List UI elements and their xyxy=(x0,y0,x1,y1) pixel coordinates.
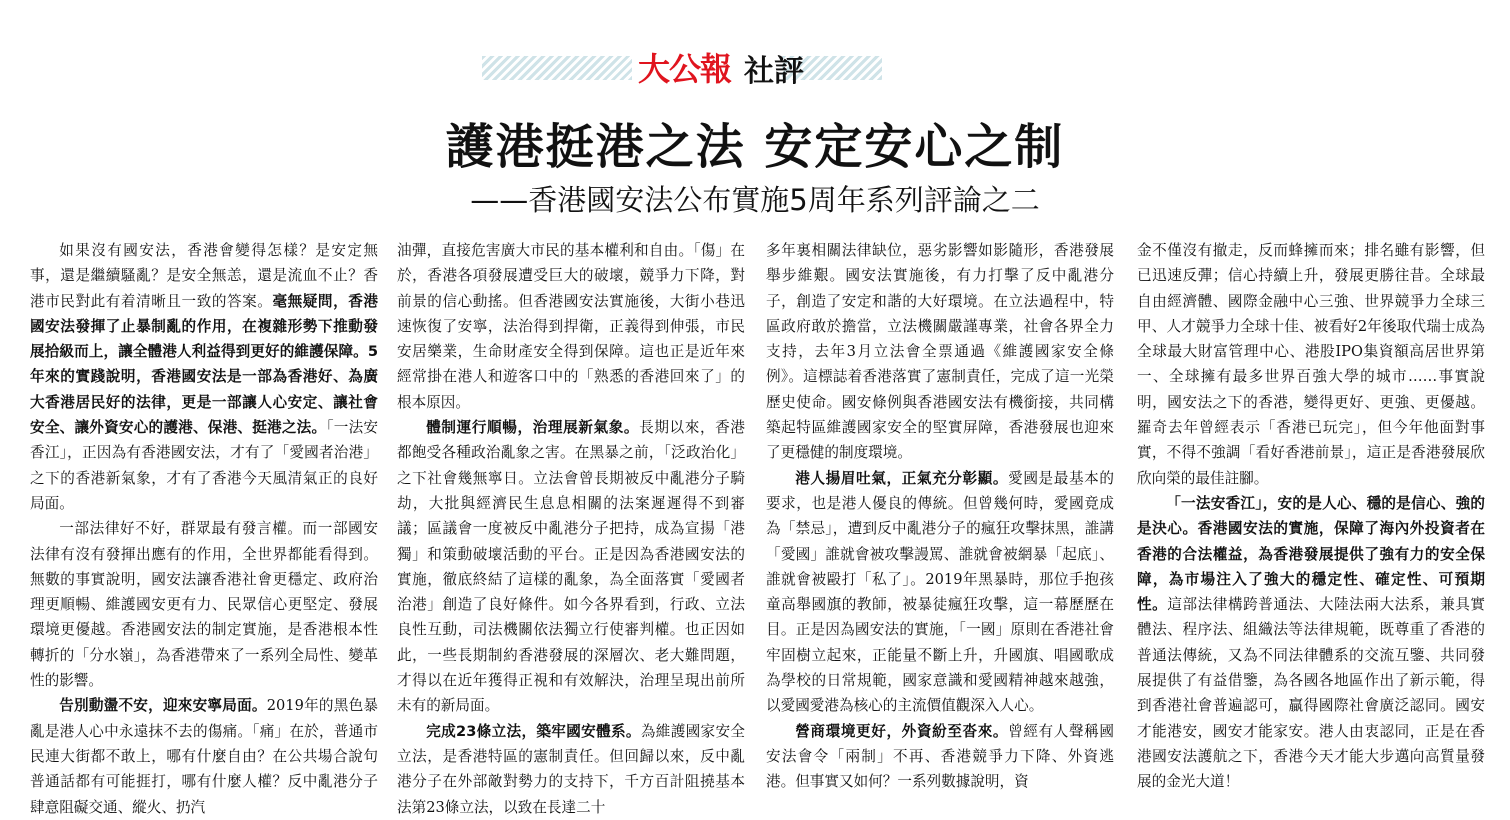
paragraph-text: 一部法律好不好，群眾最有發言權。而一部國安法律有沒有發揮出應有的作用，全世界都能看得到。無數的事實說明，國安法讓香港社會更穩定、政府治理更順暢、維護國安更有力、民眾信心更堅定、發展環境更優越。香港國安法的制定實施，是香港根本性轉折的「分水嶺」，為香港帶來了一系列全局性、變革性的影響。 xyxy=(30,520,378,690)
paragraph-lead-bold: 營商環境更好，外資紛至沓來。 xyxy=(795,722,1009,740)
section-label: 社評 xyxy=(744,54,804,89)
headline: 護港挺港之法 安定安心之制 xyxy=(445,119,1065,175)
paragraph xyxy=(30,693,378,819)
paragraph-text: 多年裏相關法律缺位，惡劣影響如影隨形，香港發展舉步維艱。國安法實施後，有力打擊了反中亂港分子，創造了安定和諧的大好環境。在立法過程中，特區政府敢於擔當，立法機關嚴謹專業，社會各界全力支持，去年3月立法會全票通過《維護國家安全條例》。這標誌着香港落實了憲制責任，完成了這一光榮歷史使命。國安條例與香港國安法有機銜接，共同構築起特區維護國家安全的堅實屏障，香港發展也迎來了更穩健的制度環境。 xyxy=(766,242,1114,462)
paragraph-text: 為維護國家安全立法，是香港特區的憲制責任。但回歸以來，反中亂港分子在外部敵對勢力的支持下，千方百計阻撓基本法第23條立法，以致在長達二十 xyxy=(397,722,745,816)
paragraph-text: 金不僅沒有撤走，反而蜂擁而來；排名雖有影響，但已迅速反彈；信心持續上升，發展更勝往昔。全球最自由經濟體、國際金融中心三強、世界競爭力全球三甲、人才競爭力全球十佳、被看好2年後取代瑞士成為全球最大財富管理中心、港股IPO集資額高居世界第一、全球擁有最多世界百強大學的城市……事實說明，國安法之下的香港，變得更好、更強、更優越。羅奇去年曾經表示「香港已玩完」，但今年他面對事實，不得不強調「看好香港前景」，這正是香港發展欣欣向榮的最佳註腳。 xyxy=(1137,242,1485,487)
paragraph-text: 愛國是最基本的要求，也是港人優良的傳統。但曾幾何時，愛國竟成為「禁忌」，遭到反中亂港分子的瘋狂攻擊抹黑，誰講「愛國」誰就會被攻擊謾罵、誰就會被網暴「起底」、誰就會被毆打「私了」。2019年黑暴時，那位手抱孩童高舉國旗的教師，被暴徒瘋狂攻擊，這一幕歷歷在目。正是因為國安法的實施，「一國」原則在香港社會牢固樹立起來，正能量不斷上升，升國旗、唱國歌成為學校的日常規範，國家意識和愛國精神越來越強，以愛國愛港為核心的主流價值觀深入人心。 xyxy=(766,469,1114,715)
article-body xyxy=(30,238,1485,816)
article-column-4 xyxy=(1137,238,1485,798)
paragraph-text: 這部法律構跨普通法、大陸法兩大法系，兼具實體法、程序法、組織法等法律規範，既尊重了香港的普通法傳統，又為不同法律體系的交流互鑒、共同發展提供了有益借鑒，為各國各地區作出了新示範，得到香港社會普遍認可，贏得國際社會廣泛認同。國安才能港安，國安才能家安。港人由衷認同，正是在香港國安法護航之下，香港今天才能大步邁向高質量發展的金光大道！ xyxy=(1137,596,1485,791)
paragraph-lead-bold: 完成23條立法，築牢國安體系。 xyxy=(426,722,641,740)
paragraph xyxy=(30,516,378,693)
paragraph-lead-bold: 「一法安香江」，安的是人心、穩的是信心、強的是決心。香港國安法的實施，保障了海內外投資者在香港的合法權益，為香港發展提供了強有力的安全保障，為市場注入了強大的穩定性、確定性、可預期性。 xyxy=(1137,494,1485,614)
article-column-1 xyxy=(30,238,378,816)
paragraph xyxy=(766,238,1114,466)
brand-logo: 大公報 xyxy=(638,50,732,88)
paragraph-lead-bold: 告別動盪不安，迎來安寧局面。 xyxy=(59,697,267,715)
paragraph xyxy=(397,719,745,820)
subheadline: ——香港國安法公布實施5周年系列評論之二 xyxy=(470,183,1040,217)
paragraph xyxy=(1137,238,1485,491)
paragraph xyxy=(766,719,1114,795)
paragraph-text: 長期以來，香港都飽受各種政治亂象之害。在黑暴之前，「泛政治化」之下社會幾無寧日。立法會曾長期被反中亂港分子騎劫，大批與經濟民生息息相關的法案遲遲得不到審議；區議會一度被反中亂港分子把持，成為宣揚「港獨」和策動破壞活動的平台。正是因為香港國安法的實施，徹底終結了這樣的亂象，為全面落實「愛國者治港」創造了良好條件。如今各界看到，行政、立法良性互動，司法機關依法獨立行使審判權。也正因如此，一些長期制約香港發展的深層次、老大難問題，才得以在近年獲得正視和有效解決，治理呈現出前所未有的新局面。 xyxy=(397,419,745,715)
paragraph xyxy=(397,238,745,415)
article-column-3 xyxy=(766,238,1114,798)
article-column-2 xyxy=(397,238,745,816)
paragraph xyxy=(30,238,378,516)
paragraph-text: 如果沒有國安法，香港會變得怎樣？是安定無事，還是繼續騷亂？是安全無恙，還是流血不止？香港市民對此有着清晰且一致的答案。 xyxy=(30,242,378,310)
paragraph-lead-bold: 港人揚眉吐氣，正氣充分彰顯。 xyxy=(795,469,1009,487)
paragraph-text: 2019年的黑色暴亂是港人心中永遠抹不去的傷痛。「痛」在於，普通市民連大街都不敢上，哪有什麼自由？在公共場合說句普通話都有可能捱打，哪有什麼人權？反中亂港分子肆意阻礙交通、縱火、扔汽 xyxy=(30,697,378,816)
paragraph xyxy=(1137,491,1485,795)
editorial-masthead xyxy=(482,42,882,88)
paragraph xyxy=(766,466,1114,719)
paragraph xyxy=(397,415,745,719)
paragraph-text: 油彈，直接危害廣大市民的基本權利和自由。「傷」在於，香港各項發展遭受巨大的破壞，競爭力下降，對前景的信心動搖。但香港國安法實施後，大街小巷迅速恢復了安寧，法治得到捍衛，正義得到伸張，市民安居樂業，生命財產安全得到保障。這也正是近年來經常掛在港人和遊客口中的「熟悉的香港回來了」的根本原因。 xyxy=(397,242,745,411)
paragraph-lead-bold: 體制運行順暢，治理展新氣象。 xyxy=(426,419,640,437)
masthead-hatch-left xyxy=(482,56,632,80)
paragraph-text: 「一法安香江」，正因為有香港國安法，才有了「愛國者治港」之下的香港新氣象，才有了香港今天風清氣正的良好局面。 xyxy=(30,419,378,512)
paragraph-text: 曾經有人聲稱國安法會令「兩制」不再、香港競爭力下降、外資逃港。但事實又如何？一系列數據說明，資 xyxy=(766,722,1114,791)
paragraph-lead-bold: 毫無疑問，香港國安法發揮了止暴制亂的作用，在複雜形勢下推動發展拾級而上，讓全體港人利益得到更好的維護保障。5年來的實踐說明，香港國安法是一部為香港好、為廣大香港居民好的法律，更是一部讓人心安定、讓社會安全、讓外資安心的護港、保港、挺港之法。 xyxy=(30,292,378,437)
